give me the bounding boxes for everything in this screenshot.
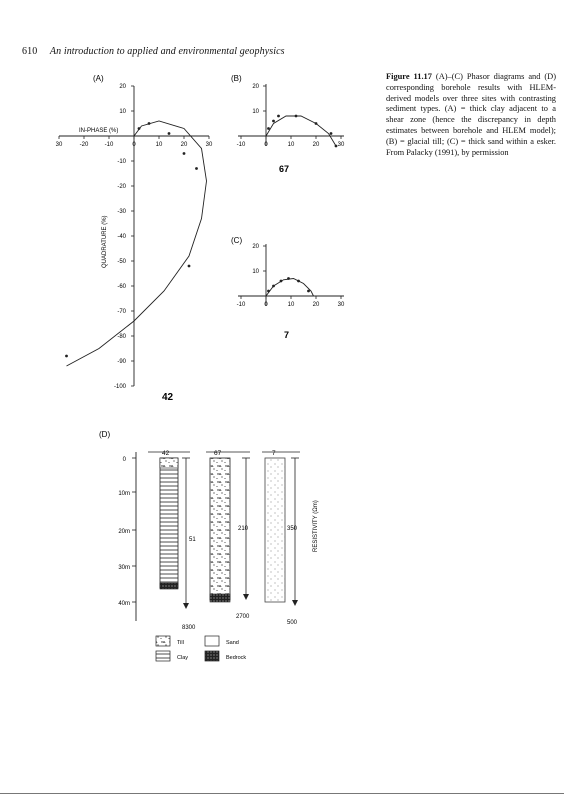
x-tick-label: 0 <box>264 302 268 308</box>
y-tick-label: -10 <box>117 159 126 165</box>
running-title: An introduction to applied and environmental geophysics <box>49 46 285 57</box>
data-point <box>267 127 270 130</box>
y-tick-label: -20 <box>117 184 126 190</box>
borehole-name: 42 <box>162 450 170 457</box>
model-arrowhead <box>292 600 298 606</box>
x-tick-label: 20 <box>312 142 320 148</box>
panel-c-label: (C) <box>231 236 243 245</box>
panel-a-inphase-label: IN-PHASE (%) <box>79 128 119 134</box>
legend-till-label: Till <box>177 640 184 646</box>
borehole-till-column <box>210 458 230 600</box>
y-tick-label: 10 <box>252 109 259 115</box>
y-tick-label: -40 <box>117 234 126 240</box>
data-point <box>330 132 333 135</box>
panel-b-label: (B) <box>231 74 242 83</box>
figure-label: Figure 11.17 <box>386 72 432 81</box>
x-tick-label: 20 <box>180 142 188 148</box>
borehole-bedrock-base <box>210 594 230 602</box>
depth-tick-label: 40m <box>118 601 130 607</box>
x-tick-label: -10 <box>236 302 246 308</box>
y-tick-label: 20 <box>252 84 259 90</box>
basement-resistivity-value: 8300 <box>182 625 196 631</box>
data-point <box>272 120 275 123</box>
x-tick-label: 30 <box>205 142 213 148</box>
data-point <box>277 115 280 118</box>
borehole-name: 7 <box>272 450 276 457</box>
x-tick-label: 10 <box>287 302 295 308</box>
y-tick-label: 20 <box>119 84 126 90</box>
y-tick-label: 20 <box>252 244 259 250</box>
borehole-sand-column <box>265 458 285 602</box>
data-point <box>195 167 198 170</box>
x-tick-label: 0 <box>132 142 136 148</box>
borehole-name: 67 <box>214 450 222 457</box>
y-tick-label: -80 <box>117 334 126 340</box>
x-tick-label: 20 <box>312 302 320 308</box>
legend-sand-label: Sand <box>226 640 239 646</box>
x-tick-label: 30 <box>337 142 345 148</box>
panel-b <box>231 74 345 174</box>
panel-d-legend <box>156 636 246 661</box>
basement-resistivity-value: 2700 <box>236 614 250 620</box>
y-tick-label: 10 <box>119 109 126 115</box>
data-point <box>272 285 275 288</box>
model-arrowhead <box>243 594 249 600</box>
borehole-42 <box>148 450 196 631</box>
y-tick-label: 10 <box>252 269 259 275</box>
depth-tick-label: 20m <box>118 529 130 535</box>
legend-clay-swatch <box>156 651 170 661</box>
x-tick-label: 10 <box>287 142 295 148</box>
x-tick-label: 0 <box>264 142 268 148</box>
data-point <box>280 280 283 283</box>
bottom-rule <box>0 793 564 794</box>
data-point <box>65 355 68 358</box>
page-number: 610 <box>22 46 38 57</box>
borehole-bedrock-base <box>160 583 178 589</box>
x-tick-label: -10 <box>104 142 114 148</box>
model-arrowhead <box>183 603 189 609</box>
panel-a-site-number: 42 <box>162 392 174 403</box>
y-tick-label: -70 <box>117 309 126 315</box>
figure-caption-text: (A)–(C) Phasor diagrams and (D) corresponding borehole results with HLEM-derived models over three sites with contrasting sediment types. (A) = thick clay adjacent to a shear zone (hence the discrepancy in depth estimates between borehole and HLEM model); (B) = glacial till; (C) = thick sand within a esker. From Palacky (1991), by permission <box>386 72 557 157</box>
data-point <box>183 152 186 155</box>
data-point <box>295 115 298 118</box>
panel-b-model-curve <box>266 116 336 146</box>
borehole-till-top <box>160 458 178 468</box>
basement-resistivity-value: 500 <box>287 620 298 626</box>
legend-clay-label: Clay <box>177 655 189 661</box>
y-tick-label: -30 <box>117 209 126 215</box>
y-tick-label: -90 <box>117 359 126 365</box>
data-point <box>267 290 270 293</box>
borehole-7 <box>262 450 300 626</box>
panel-c <box>231 236 345 340</box>
y-tick-label: -100 <box>113 384 126 390</box>
model-resistivity-value: 210 <box>238 526 249 532</box>
model-resistivity-value: 350 <box>287 526 298 532</box>
panel-c-site-number: 7 <box>284 330 290 340</box>
y-tick-label: -60 <box>117 284 126 290</box>
panel-a-quadrature-label: QUADRATURE (%) <box>102 215 108 268</box>
data-point <box>148 122 151 125</box>
panel-d-label: (D) <box>99 430 111 439</box>
panel-a <box>56 74 213 403</box>
data-point <box>335 145 338 148</box>
panel-d-depth-ticks <box>118 457 136 607</box>
data-point <box>138 127 141 130</box>
panel-b-site-number: 67 <box>279 164 290 174</box>
legend-bedrock-label: Bedrock <box>226 655 247 661</box>
borehole-67 <box>206 450 250 620</box>
legend-bedrock-swatch <box>205 651 219 661</box>
data-point <box>168 132 171 135</box>
data-point <box>315 122 318 125</box>
legend-till-swatch <box>156 636 170 646</box>
x-tick-label: 10 <box>155 142 163 148</box>
x-tick-label: -20 <box>79 142 89 148</box>
depth-tick-label: 0 <box>122 457 126 463</box>
x-tick-label: -10 <box>236 142 246 148</box>
panel-a-model-curve <box>67 121 207 366</box>
x-tick-label: 30 <box>55 142 63 148</box>
data-point <box>297 280 300 283</box>
data-point <box>307 290 310 293</box>
borehole-clay-column <box>160 458 178 588</box>
data-point <box>188 265 191 268</box>
model-resistivity-value: 51 <box>189 537 196 543</box>
depth-tick-label: 30m <box>118 565 130 571</box>
legend-sand-swatch <box>205 636 219 646</box>
depth-tick-label: 10m <box>118 491 130 497</box>
x-tick-label: 30 <box>337 302 345 308</box>
y-tick-label: -50 <box>117 259 126 265</box>
panel-d <box>99 430 319 661</box>
panel-a-label: (A) <box>93 74 104 83</box>
data-point <box>287 277 290 280</box>
resistivity-axis-label: RESISTIVITY (Ωm) <box>313 500 319 552</box>
